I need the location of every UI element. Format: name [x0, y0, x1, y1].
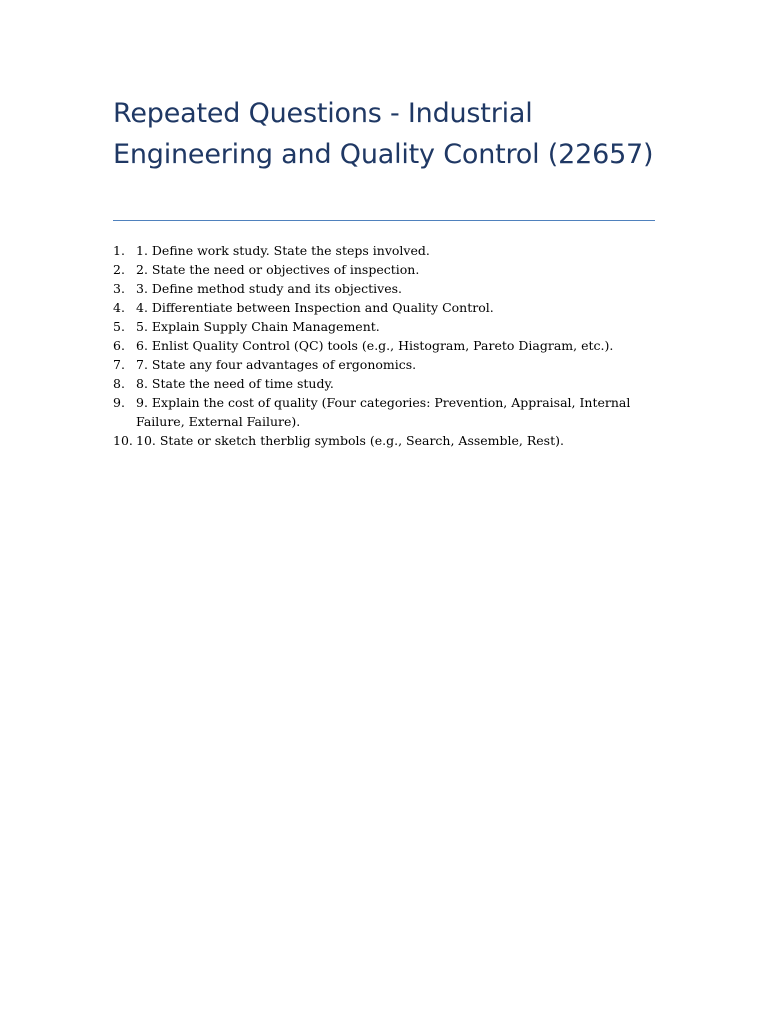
list-item-number: 9.	[113, 395, 125, 410]
list-item-number: 3.	[113, 281, 125, 296]
list-item	[113, 298, 643, 317]
list-item-number: 8.	[113, 376, 125, 391]
list-item-text: 5. Explain Supply Chain Management.	[136, 319, 380, 334]
list-item	[113, 355, 643, 374]
list-item	[113, 241, 643, 260]
list-item-number: 4.	[113, 300, 125, 315]
list-item-text: 6. Enlist Quality Control (QC) tools (e.g., Histogram, Pareto Diagram, etc.).	[136, 338, 614, 353]
list-item-text: 1. Define work study. State the steps involved.	[136, 243, 430, 258]
list-item-text: 10. State or sketch therblig symbols (e.g., Search, Assemble, Rest).	[136, 433, 564, 448]
list-item-text: 7. State any four advantages of ergonomics.	[136, 357, 417, 372]
question-list	[113, 241, 643, 450]
list-item-number: 1.	[113, 243, 125, 258]
document-title: Repeated Questions - Industrial Engineering and Quality Control (22657)	[113, 98, 654, 170]
list-item	[113, 336, 643, 355]
list-item	[113, 431, 643, 450]
list-item-number: 7.	[113, 357, 125, 372]
list-item-number: 6.	[113, 338, 125, 353]
list-item	[113, 393, 643, 431]
list-item-text: 2. State the need or objectives of inspection.	[136, 262, 420, 277]
list-item	[113, 260, 643, 279]
list-item-text: 4. Differentiate between Inspection and Quality Control.	[136, 300, 494, 315]
list-item	[113, 279, 643, 298]
list-item-text: 9. Explain the cost of quality (Four categories: Prevention, Appraisal, Internal Failure, External Failure).	[136, 395, 631, 429]
list-item-number: 5.	[113, 319, 125, 334]
list-item-text: 8. State the need of time study.	[136, 376, 334, 391]
list-item	[113, 317, 643, 336]
list-item	[113, 374, 643, 393]
list-item-number: 10.	[113, 433, 133, 448]
list-item-number: 2.	[113, 262, 125, 277]
list-item-text: 3. Define method study and its objectives.	[136, 281, 402, 296]
title-divider	[113, 220, 655, 221]
